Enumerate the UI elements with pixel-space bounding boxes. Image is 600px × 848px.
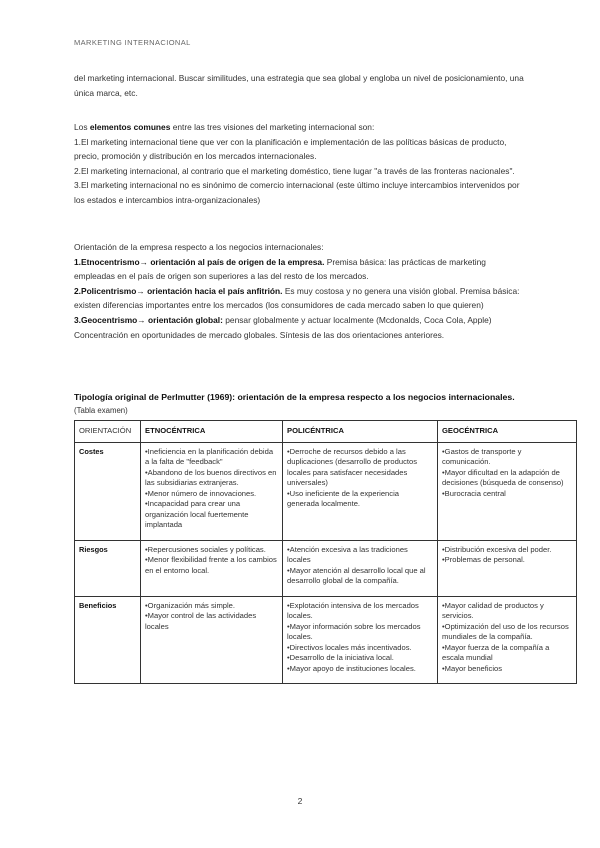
cell-item: •Distribución excesiva del poder. — [442, 544, 552, 554]
cell-item: •Burocracia central — [442, 488, 506, 498]
beneficios-etnocentrica — [141, 596, 283, 684]
cell-item: •Abandono de los buenos directivos en las subsidiarias extranjeras. — [145, 467, 277, 487]
intro-paragraph: del marketing internacional. Buscar similitudes, una estrategia que sea global y engloba un nivel de posicionamiento, una única marca, etc. — [74, 73, 524, 98]
geocentrismo-heading: 3.Geocentrismo→ orientación global: — [74, 314, 223, 325]
row-label-costes: Costes — [75, 442, 141, 540]
table-title: Tipología original de Perlmutter (1969): orientación de la empresa respecto a los negocios internacionales. — [74, 392, 515, 402]
etnocentrismo-heading: 1.Etnocentrismo→ orientación al país de origen de la empresa. — [74, 256, 325, 267]
cell-item: •Atención excesiva a las tradiciones locales — [287, 544, 408, 564]
costes-geocentrica — [438, 442, 577, 540]
beneficios-geocentrica — [438, 596, 577, 684]
cell-item: •Optimización del uso de los recursos mundiales de la compañía. — [442, 621, 569, 641]
riesgos-geocentrica — [438, 540, 577, 596]
header-orientacion: ORIENTACIÓN — [75, 421, 141, 443]
row-label-beneficios: Beneficios — [75, 596, 141, 684]
running-header: MARKETING INTERNACIONAL — [74, 38, 191, 47]
orientation-section — [74, 240, 529, 342]
table-header-row — [75, 421, 577, 443]
table-row-costes — [75, 442, 577, 540]
header-policentrica: POLICÉNTRICA — [283, 421, 438, 443]
cell-item: •Mayor dificultad en la adapción de decisiones (búsqueda de consenso) — [442, 467, 564, 487]
page-number: 2 — [297, 796, 303, 806]
cell-item: •Mayor información sobre los mercados locales. — [287, 621, 421, 641]
cell-item: •Mayor apoyo de instituciones locales. — [287, 663, 416, 673]
policentrismo-heading: 2.Policentrismo→ orientación hacia el país anfitrión. — [74, 285, 283, 296]
cell-item: •Menor número de innovaciones. — [145, 488, 257, 498]
perlmutter-table — [74, 420, 577, 684]
common-elements-section — [74, 120, 529, 208]
cell-item: •Repercusiones sociales y políticas. — [145, 544, 266, 554]
cell-item: •Menor flexibilidad frente a los cambios en el entorno local. — [145, 555, 277, 575]
policentrismo-text: Es muy costosa y no genera una visión global. Premisa básica: existen diferencias importantes entre los mercados (los consumidores de cada mercado saben lo que quieren) — [74, 285, 520, 311]
etnocentrismo-text: Premisa básica: las prácticas de marketing empleadas en el país de origen son superiores a las del resto de los mercados. — [74, 256, 486, 282]
cell-item: •Directivos locales más incentivados. — [287, 642, 412, 652]
table-subtitle: (Tabla examen) — [74, 406, 128, 415]
header-etnocentrica: ETNOCÉNTRICA — [141, 421, 283, 443]
orientation-intro: Orientación de la empresa respecto a los negocios internacionales: — [74, 242, 324, 252]
cell-item: •Mayor beneficios — [442, 663, 503, 673]
header-geocentrica: GEOCÉNTRICA — [438, 421, 577, 443]
cell-item: •Ineficiencia en la planificación debida a la falta de "feedback" — [145, 446, 274, 466]
geocentrismo-text: pensar globalmente y actuar localmente (Mcdonalds, Coca Cola, Apple) Concentración en oportunidades de mercado globales. Síntesis de las dos orientaciones anteriores. — [74, 314, 492, 340]
table-row-beneficios — [75, 596, 577, 684]
cell-item: •Problemas de personal. — [442, 555, 525, 564]
cell-item: •Mayor calidad de productos y servicios. — [442, 600, 544, 620]
row-label-riesgos: Riesgos — [75, 540, 141, 596]
cell-item: •Explotación intensiva de los mercados locales. — [287, 600, 419, 620]
common-intro-before: Los — [74, 122, 90, 132]
cell-item: •Incapacidad para crear una organización local fuertemente implantada — [145, 499, 249, 529]
common-item-1: 1.El marketing internacional tiene que ver con la planificación e implementación de las políticas básicas de producto, precio, promoción y distribución en los mercados internacionales. — [74, 136, 507, 162]
cell-item: •Gastos de transporte y comunicación. — [442, 446, 522, 466]
riesgos-etnocentrica — [141, 540, 283, 596]
costes-policentrica — [283, 442, 438, 540]
cell-item: •Desarrollo de la iniciativa local. — [287, 653, 394, 662]
cell-item: •Organización más simple. — [145, 600, 236, 610]
common-intro-bold: elementos comunes — [89, 122, 171, 132]
costes-etnocentrica — [141, 442, 283, 540]
riesgos-policentrica — [283, 540, 438, 596]
cell-item: •Mayor control de las actividades locales — [145, 611, 257, 631]
table-row-riesgos — [75, 540, 577, 596]
cell-item: •Mayor atención al desarrollo local que al desarrollo global de la compañía. — [287, 565, 426, 585]
cell-item: •Uso ineficiente de la experiencia generada localmente. — [287, 488, 399, 508]
cell-item: •Derroche de recursos debido a las duplicaciones (desarrollo de productos locales para satisfacer necesidades universales) — [287, 446, 418, 487]
cell-item: •Mayor fuerza de la compañía a escala mundial — [442, 642, 550, 662]
beneficios-policentrica — [283, 596, 438, 684]
common-item-3: 3.El marketing internacional no es sinónimo de comercio internacional (este último incluye intercambios intervenidos por los estados e intercambios intra-organizacionales) — [74, 180, 520, 205]
common-item-2: 2.El marketing internacional, al contrario que el marketing doméstico, tiene lugar "a través de las fronteras nacionales". — [74, 165, 515, 176]
common-intro-after: entre las tres visiones del marketing internacional son: — [170, 122, 375, 132]
